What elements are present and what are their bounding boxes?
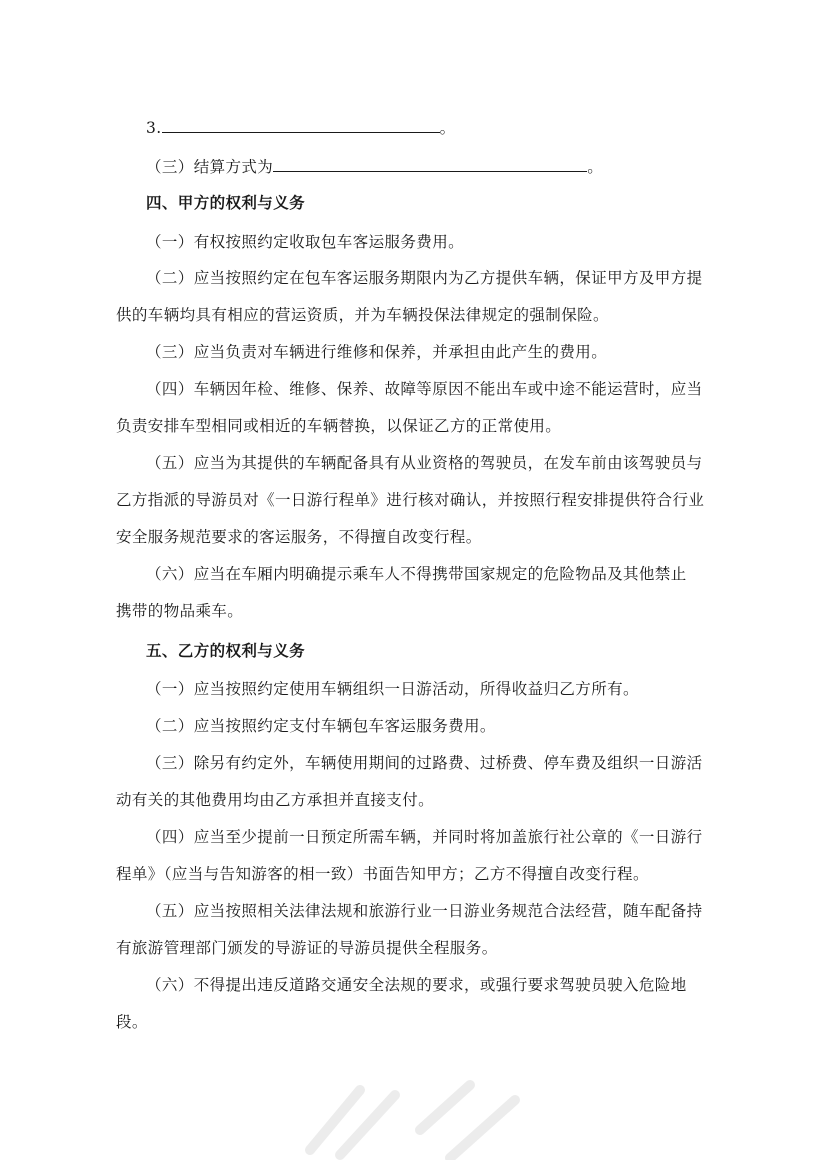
section-4-p6-line2: 携带的物品乘车。	[116, 602, 244, 620]
section-4-p5-line1: （五）应当为其提供的车辆配备具有从业资格的驾驶员，在发车前由该驾驶员与	[146, 454, 703, 472]
clause-3-end-mark: 。	[439, 119, 456, 137]
section-5-p3-line2: 动有关的其他费用均由乙方承担并直接支付。	[116, 791, 435, 809]
section-5-p5-line2: 有旅游管理部门颁发的导游证的导游员提供全程服务。	[116, 939, 498, 957]
section-5-p5-line1: （五）应当按照相关法律法规和旅游行业一日游业务规范合法经营，随车配备持	[146, 902, 703, 920]
settlement-blank	[273, 155, 587, 172]
clause-3-line	[146, 116, 456, 138]
section-4-p6-line1: （六）应当在车厢内明确提示乘车人不得携带国家规定的危险物品及其他禁止	[146, 565, 687, 583]
section-5-p1: （一）应当按照约定使用车辆组织一日游活动，所得收益归乙方所有。	[146, 680, 639, 698]
section-4-p5-line2: 乙方指派的导游员对《一日游行程单》进行核对确认，并按照行程安排提供符合行业	[116, 491, 705, 509]
clause-3-number: 3.	[146, 119, 162, 137]
section-4-p4-line2: 负责安排车型相同或相近的车辆替换，以保证乙方的正常使用。	[116, 417, 562, 435]
watermark-graphic	[300, 1070, 530, 1160]
section-5-title: 五、乙方的权利与义务	[146, 641, 306, 660]
section-5-p4-line2: 程单》（应当与告知游客的相一致）书面告知甲方；乙方不得擅自改变行程。	[116, 865, 649, 883]
section-5-p4-line1: （四）应当至少提前一日预定所需车辆，并同时将加盖旅行社公章的《一日游行	[146, 828, 703, 846]
settlement-end-mark: 。	[587, 158, 604, 176]
section-5-p6-line2: 段。	[116, 1013, 148, 1031]
section-4-p5-line3: 安全服务规范要求的客运服务，不得擅自改变行程。	[116, 528, 482, 546]
section-4-title: 四、甲方的权利与义务	[146, 193, 306, 212]
section-5-p2: （二）应当按照约定支付车辆包车客运服务费用。	[146, 717, 496, 735]
settlement-label: （三）结算方式为	[146, 158, 274, 176]
settlement-line	[146, 155, 603, 177]
section-4-p4-line1: （四）车辆因年检、维修、保养、故障等原因不能出车或中途不能运营时，应当	[146, 380, 703, 398]
section-4-p2-line2: 供的车辆均具有相应的营运资质，并为车辆投保法律规定的强制保险。	[116, 306, 609, 324]
section-4-p1: （一）有权按照约定收取包车客运服务费用。	[146, 233, 465, 251]
section-5-p6-line1: （六）不得提出违反道路交通安全法规的要求，或强行要求驾驶员驶入危险地	[146, 976, 687, 994]
section-5-p3-line1: （三）除另有约定外，车辆使用期间的过路费、过桥费、停车费及组织一日游活	[146, 754, 703, 772]
section-4-p2-line1: （二）应当按照约定在包车客运服务期限内为乙方提供车辆，保证甲方及甲方提	[146, 269, 703, 287]
section-4-p3: （三）应当负责对车辆进行维修和保养，并承担由此产生的费用。	[146, 343, 608, 361]
clause-3-blank	[162, 116, 440, 133]
